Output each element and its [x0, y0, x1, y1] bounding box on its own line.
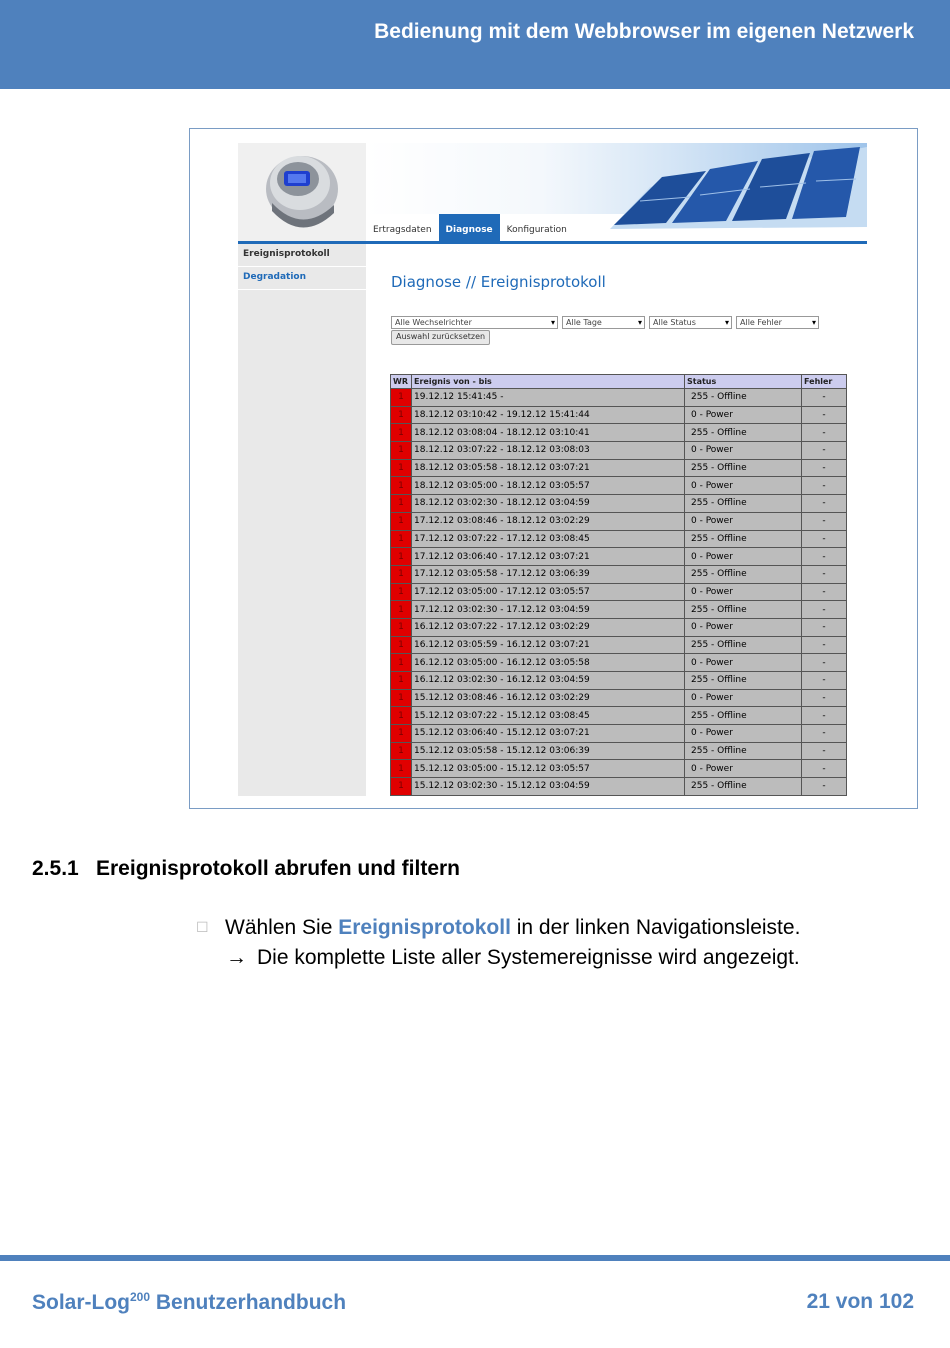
filter-label: Alle Status [653, 318, 696, 327]
status-cell: 0 - Power [685, 512, 802, 530]
error-cell: - [802, 636, 847, 654]
status-cell: 0 - Power [685, 689, 802, 707]
wr-cell: 1 [391, 760, 412, 778]
error-cell: - [802, 477, 847, 495]
wr-cell: 1 [391, 548, 412, 566]
table-row [391, 618, 847, 636]
event-range-cell: 18.12.12 03:05:00 - 18.12.12 03:05:57 [412, 477, 685, 495]
wr-cell: 1 [391, 530, 412, 548]
footer-product [32, 1290, 346, 1315]
table-row [391, 601, 847, 619]
error-cell: - [802, 442, 847, 460]
error-cell: - [802, 424, 847, 442]
solar-panels-image [610, 147, 867, 231]
status-cell: 0 - Power [685, 583, 802, 601]
instruction-result [226, 946, 800, 970]
table-row [391, 636, 847, 654]
event-range-cell: 16.12.12 03:07:22 - 17.12.12 03:02:29 [412, 618, 685, 636]
table-row [391, 760, 847, 778]
status-cell: 255 - Offline [685, 742, 802, 760]
event-range-cell: 18.12.12 03:08:04 - 18.12.12 03:10:41 [412, 424, 685, 442]
sidebar [238, 244, 366, 796]
error-cell: - [802, 689, 847, 707]
wr-cell: 1 [391, 477, 412, 495]
main-tabs [366, 214, 574, 243]
wr-cell: 1 [391, 565, 412, 583]
event-range-cell: 18.12.12 03:05:58 - 18.12.12 03:07:21 [412, 459, 685, 477]
table-row [391, 495, 847, 513]
status-cell: 0 - Power [685, 442, 802, 460]
error-cell: - [802, 406, 847, 424]
table-row [391, 389, 847, 407]
event-range-cell: 15.12.12 03:02:30 - 15.12.12 03:04:59 [412, 778, 685, 796]
instruction-suffix: in der linken Navigationsleiste. [510, 916, 801, 939]
event-range-cell: 18.12.12 03:10:42 - 19.12.12 15:41:44 [412, 406, 685, 424]
checkbox-bullet-icon: ☐ [196, 919, 209, 935]
page-title: Diagnose // Ereignisprotokoll [391, 273, 606, 291]
footer-product-suffix: Benutzerhandbuch [150, 1291, 347, 1314]
error-cell: - [802, 778, 847, 796]
table-row [391, 548, 847, 566]
status-cell: 255 - Offline [685, 601, 802, 619]
header-title: Bedienung mit dem Webbrowser im eigenen Netzwerk [374, 20, 914, 43]
event-range-cell: 15.12.12 03:06:40 - 15.12.12 03:07:21 [412, 725, 685, 743]
status-cell: 255 - Offline [685, 636, 802, 654]
arrow-right-icon: → [226, 946, 247, 969]
status-cell: 0 - Power [685, 760, 802, 778]
error-cell: - [802, 760, 847, 778]
event-range-cell: 17.12.12 03:05:58 - 17.12.12 03:06:39 [412, 565, 685, 583]
table-row [391, 477, 847, 495]
event-range-cell: 19.12.12 15:41:45 - [412, 389, 685, 407]
table-row [391, 442, 847, 460]
filter-bar [391, 316, 819, 329]
error-cell: - [802, 459, 847, 477]
filter-label: Alle Tage [566, 318, 602, 327]
status-cell: 0 - Power [685, 654, 802, 672]
tab-diagnose[interactable]: Diagnose [439, 214, 500, 243]
event-range-cell: 16.12.12 03:05:59 - 16.12.12 03:07:21 [412, 636, 685, 654]
column-header[interactable]: Ereignis von - bis [412, 375, 685, 389]
wr-cell: 1 [391, 778, 412, 796]
status-cell: 0 - Power [685, 725, 802, 743]
screenshot-frame [189, 128, 918, 809]
table-row [391, 742, 847, 760]
instruction-step [196, 916, 800, 940]
event-range-cell: 17.12.12 03:05:00 - 17.12.12 03:05:57 [412, 583, 685, 601]
footer-product-sup: 200 [130, 1290, 151, 1304]
event-range-cell: 17.12.12 03:08:46 - 18.12.12 03:02:29 [412, 512, 685, 530]
event-range-cell: 15.12.12 03:07:22 - 15.12.12 03:08:45 [412, 707, 685, 725]
error-cell: - [802, 725, 847, 743]
error-cell: - [802, 530, 847, 548]
sidebar-item-ereignisprotokoll[interactable]: Ereignisprotokoll [238, 244, 366, 267]
page-header [0, 0, 950, 89]
chevron-down-icon: ▾ [811, 318, 816, 327]
status-cell: 0 - Power [685, 618, 802, 636]
event-range-cell: 17.12.12 03:07:22 - 17.12.12 03:08:45 [412, 530, 685, 548]
wr-cell: 1 [391, 512, 412, 530]
section-title: Ereignisprotokoll abrufen und filtern [96, 857, 461, 880]
event-range-cell: 15.12.12 03:05:58 - 15.12.12 03:06:39 [412, 742, 685, 760]
error-cell: - [802, 618, 847, 636]
device-logo [238, 143, 366, 241]
event-table [390, 374, 847, 796]
error-cell: - [802, 565, 847, 583]
error-cell: - [802, 512, 847, 530]
wr-cell: 1 [391, 654, 412, 672]
status-cell: 255 - Offline [685, 565, 802, 583]
table-row [391, 459, 847, 477]
wr-cell: 1 [391, 583, 412, 601]
chevron-down-icon: ▾ [637, 318, 642, 327]
filter-tage[interactable] [562, 316, 645, 329]
table-header-row [391, 375, 847, 389]
wr-cell: 1 [391, 459, 412, 477]
status-cell: 255 - Offline [685, 778, 802, 796]
wr-cell: 1 [391, 725, 412, 743]
wr-cell: 1 [391, 442, 412, 460]
error-cell: - [802, 654, 847, 672]
status-cell: 255 - Offline [685, 459, 802, 477]
table-row [391, 583, 847, 601]
error-cell: - [802, 548, 847, 566]
table-row [391, 424, 847, 442]
chevron-down-icon: ▾ [550, 318, 555, 327]
wr-cell: 1 [391, 424, 412, 442]
error-cell: - [802, 601, 847, 619]
wr-cell: 1 [391, 707, 412, 725]
footer-product-name: Solar-Log [32, 1291, 130, 1314]
section-heading [32, 857, 460, 881]
table-row [391, 406, 847, 424]
column-header[interactable]: WR [391, 375, 412, 389]
table-row [391, 530, 847, 548]
status-cell: 0 - Power [685, 477, 802, 495]
wr-cell: 1 [391, 601, 412, 619]
table-row [391, 672, 847, 690]
event-range-cell: 17.12.12 03:06:40 - 17.12.12 03:07:21 [412, 548, 685, 566]
wr-cell: 1 [391, 636, 412, 654]
sidebar-item-degradation[interactable]: Degradation [238, 267, 366, 290]
chevron-down-icon: ▾ [724, 318, 729, 327]
wr-cell: 1 [391, 406, 412, 424]
event-table-body [391, 389, 847, 796]
error-cell: - [802, 672, 847, 690]
filter-label: Alle Wechselrichter [395, 318, 472, 327]
status-cell: 255 - Offline [685, 530, 802, 548]
error-cell: - [802, 495, 847, 513]
wr-cell: 1 [391, 689, 412, 707]
table-row [391, 707, 847, 725]
status-cell: 255 - Offline [685, 707, 802, 725]
wr-cell: 1 [391, 672, 412, 690]
table-row [391, 565, 847, 583]
instruction-highlight: Ereignisprotokoll [338, 916, 511, 939]
event-range-cell: 16.12.12 03:05:00 - 16.12.12 03:05:58 [412, 654, 685, 672]
tab-ertragsdaten[interactable]: Ertragsdaten [373, 225, 432, 235]
error-cell: - [802, 707, 847, 725]
filter-wechselrichter[interactable] [391, 316, 558, 329]
app-banner [238, 143, 867, 243]
column-header[interactable]: Fehler [802, 375, 847, 389]
table-row [391, 512, 847, 530]
table-row [391, 689, 847, 707]
status-cell: 255 - Offline [685, 672, 802, 690]
status-cell: 0 - Power [685, 406, 802, 424]
event-range-cell: 17.12.12 03:02:30 - 17.12.12 03:04:59 [412, 601, 685, 619]
event-range-cell: 15.12.12 03:05:00 - 15.12.12 03:05:57 [412, 760, 685, 778]
event-range-cell: 18.12.12 03:07:22 - 18.12.12 03:08:03 [412, 442, 685, 460]
status-cell: 0 - Power [685, 548, 802, 566]
table-row [391, 778, 847, 796]
filter-fehler[interactable] [736, 316, 819, 329]
status-cell: 255 - Offline [685, 424, 802, 442]
instruction-prefix: Wählen Sie [225, 916, 339, 939]
footer-rule [0, 1255, 950, 1261]
wr-cell: 1 [391, 389, 412, 407]
wr-cell: 1 [391, 495, 412, 513]
column-header[interactable]: Status [685, 375, 802, 389]
error-cell: - [802, 389, 847, 407]
wr-cell: 1 [391, 618, 412, 636]
filter-label: Alle Fehler [740, 318, 782, 327]
event-range-cell: 16.12.12 03:02:30 - 16.12.12 03:04:59 [412, 672, 685, 690]
wr-cell: 1 [391, 742, 412, 760]
status-cell: 255 - Offline [685, 389, 802, 407]
table-row [391, 654, 847, 672]
error-cell: - [802, 742, 847, 760]
event-range-cell: 18.12.12 03:02:30 - 18.12.12 03:04:59 [412, 495, 685, 513]
status-cell: 255 - Offline [685, 495, 802, 513]
tab-konfiguration[interactable]: Konfiguration [506, 225, 567, 235]
reset-selection-button[interactable]: Auswahl zurücksetzen [391, 330, 490, 345]
filter-status[interactable] [649, 316, 732, 329]
result-text: Die komplette Liste aller Systemereignisse wird angezeigt. [257, 946, 800, 969]
table-row [391, 725, 847, 743]
error-cell: - [802, 583, 847, 601]
section-number: 2.5.1 [32, 857, 79, 880]
event-range-cell: 15.12.12 03:08:46 - 16.12.12 03:02:29 [412, 689, 685, 707]
footer-page-number: 21 von 102 [806, 1290, 914, 1313]
